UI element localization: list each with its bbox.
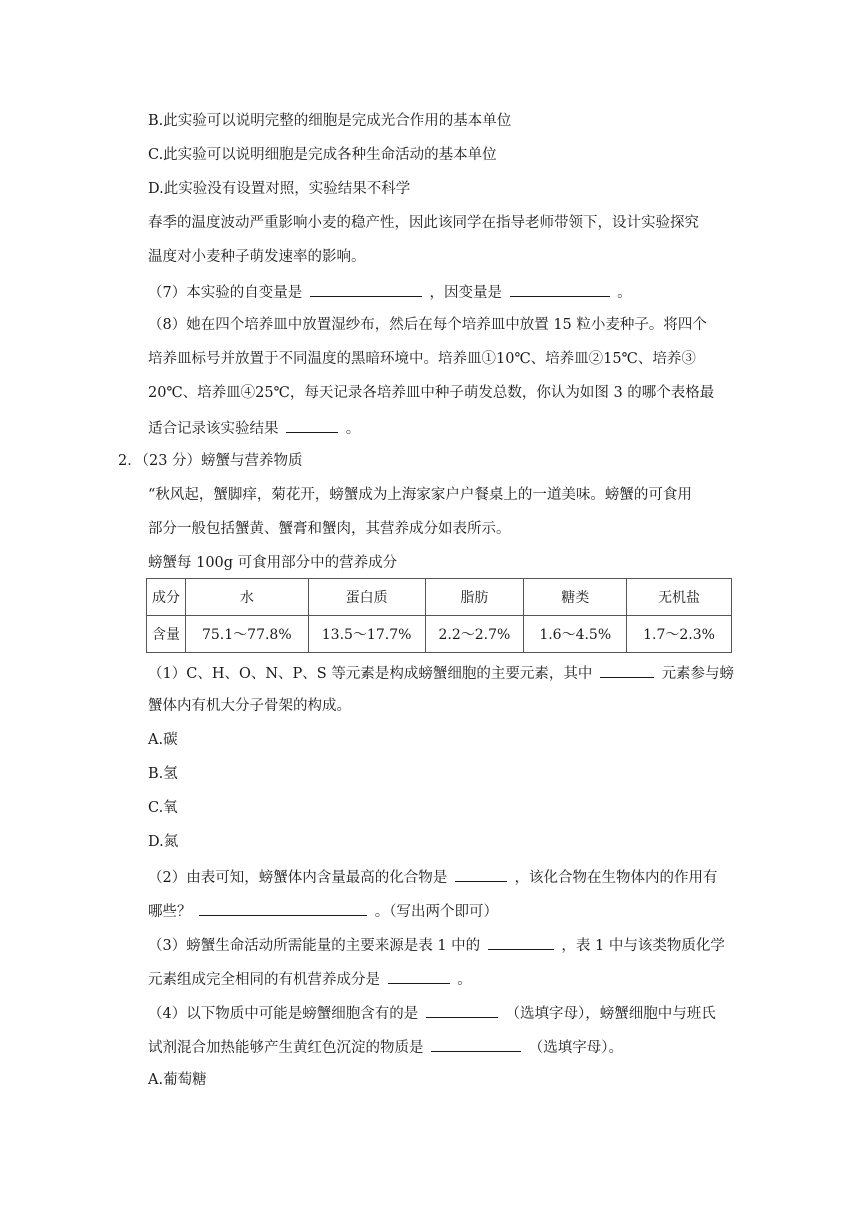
table-header-cell: 蛋白质 [308, 579, 425, 616]
option-b: B.氢 [148, 766, 178, 782]
table-cell: 13.5～17.7% [308, 616, 425, 653]
question-8-line3: 20℃、培养皿④25℃，每天记录各培养皿中种子萌发总数，你认为如图 3 的哪个表格最 [148, 385, 715, 401]
table-caption: 螃蟹每 100g 可食用部分中的营养成分 [148, 555, 398, 571]
option-d: D.此实验没有设置对照，实验结果不科学 [148, 181, 411, 197]
answer-blank-element[interactable] [600, 662, 654, 678]
question-7 [148, 281, 632, 303]
option-c: C.氧 [148, 800, 178, 816]
crab-intro-line2: 部分一般包括蟹黄、蟹膏和蟹肉，其营养成分如表所示。 [148, 521, 511, 537]
answer-blank-compound[interactable] [455, 866, 507, 882]
question-2-header: 2．（23 分）螃蟹与营养物质 [118, 453, 303, 469]
question-2-3-line2 [148, 968, 472, 990]
question-7-text-a: （7）本实验的自变量是 [148, 285, 303, 301]
option-a-glucose: A.葡萄糖 [148, 1072, 207, 1088]
table-header-cell: 成分 [147, 579, 186, 616]
table-header-cell: 糖类 [524, 579, 627, 616]
question-2-4-line2 [148, 1036, 623, 1058]
question-8-text-b: 。 [345, 421, 361, 437]
question-2-2-text-a: （2）由表可知，螃蟹体内含量最高的化合物是 [148, 870, 448, 886]
experiment-intro-line2: 温度对小麦种子萌发速率的影响。 [148, 249, 366, 265]
table-cell: 75.1～77.8% [185, 616, 308, 653]
table-cell: 含量 [147, 616, 186, 653]
question-2-3-text-a: （3）螃蟹生命活动所需能量的主要来源是表 1 中的 [148, 938, 481, 954]
answer-blank-reducing-substance[interactable] [431, 1036, 521, 1052]
nutrition-table [146, 578, 732, 653]
question-2-3-text-b: ，表 1 中与该类物质化学 [561, 938, 725, 954]
question-2-4-text-a: （4）以下物质中可能是螃蟹细胞含有的是 [148, 1006, 419, 1022]
question-2-3-line1 [148, 934, 725, 956]
option-a: A.碳 [148, 732, 178, 748]
question-7-text-b: ，因变量是 [429, 285, 502, 301]
question-8-line1: （8）她在四个培养皿中放置湿纱布，然后在每个培养皿中放置 15 粒小麦种子。将四个 [148, 317, 707, 333]
table-header-cell: 无机盐 [627, 579, 732, 616]
answer-blank-functions[interactable] [199, 900, 367, 916]
table-cell: 1.6～4.5% [524, 616, 627, 653]
question-2-2-text-c: 哪些？ [148, 904, 192, 920]
question-2-4-text-b: （选填字母），螃蟹细胞中与班氏 [505, 1006, 716, 1022]
table-header-cell: 水 [185, 579, 308, 616]
question-7-text-c: 。 [617, 285, 632, 301]
experiment-intro-line1: 春季的温度波动严重影响小麦的稳产性，因此该同学在指导老师带领下，设计实验探究 [148, 215, 699, 231]
question-8-line2: 培养皿标号并放置于不同温度的黑暗环境中。培养皿①10℃、培养皿②15℃、培养③ [148, 351, 696, 367]
question-2-4-text-c: 试剂混合加热能够产生黄红色沉淀的物质是 [148, 1040, 424, 1056]
question-2-1-text-a: （1）C、H、O、N、P、S 等元素是构成螃蟹细胞的主要元素，其中 [148, 666, 593, 682]
question-2-1-line2: 蟹体内有机大分子骨架的构成。 [148, 698, 351, 714]
question-2-2-text-d: 。（写出两个即可） [374, 904, 498, 920]
question-8-text-a: 适合记录该实验结果 [148, 421, 279, 437]
question-2-3-text-c: 元素组成完全相同的有机营养成分是 [148, 972, 380, 988]
answer-blank-same-elements[interactable] [388, 968, 450, 984]
option-c: C.此实验可以说明细胞是完成各种生命活动的基本单位 [148, 147, 497, 163]
crab-intro-line1: “秋风起，蟹脚痒，菊花开，螃蟹成为上海家家户户餐桌上的一道美味。螃蟹的可食用 [148, 487, 692, 503]
question-2-2-line2 [148, 900, 498, 922]
question-2-1-text-b: 元素参与螃 [661, 666, 735, 682]
answer-blank-independent-variable[interactable] [310, 281, 422, 297]
table-header-row [147, 579, 732, 616]
answer-blank-energy-source[interactable] [488, 934, 554, 950]
question-2-3-text-d: 。 [457, 972, 472, 988]
table-cell: 2.2～2.7% [425, 616, 524, 653]
question-8-line4 [148, 417, 360, 439]
option-b: B.此实验可以说明完整的细胞是完成光合作用的基本单位 [148, 113, 512, 129]
question-2-2-text-b: ，该化合物在生物体内的作用有 [514, 870, 718, 886]
answer-blank-table-choice[interactable] [286, 417, 338, 433]
question-2-1-line1 [148, 662, 734, 684]
question-2-4-line1 [148, 1002, 716, 1024]
table-row [147, 616, 732, 653]
answer-blank-cell-substance[interactable] [426, 1002, 498, 1018]
question-2-2-line1 [148, 866, 717, 888]
table-cell: 1.7～2.3% [627, 616, 732, 653]
option-d: D.氮 [148, 834, 179, 850]
question-2-4-text-d: （选填字母）。 [528, 1040, 623, 1056]
answer-blank-dependent-variable[interactable] [510, 281, 610, 297]
table-header-cell: 脂肪 [425, 579, 524, 616]
